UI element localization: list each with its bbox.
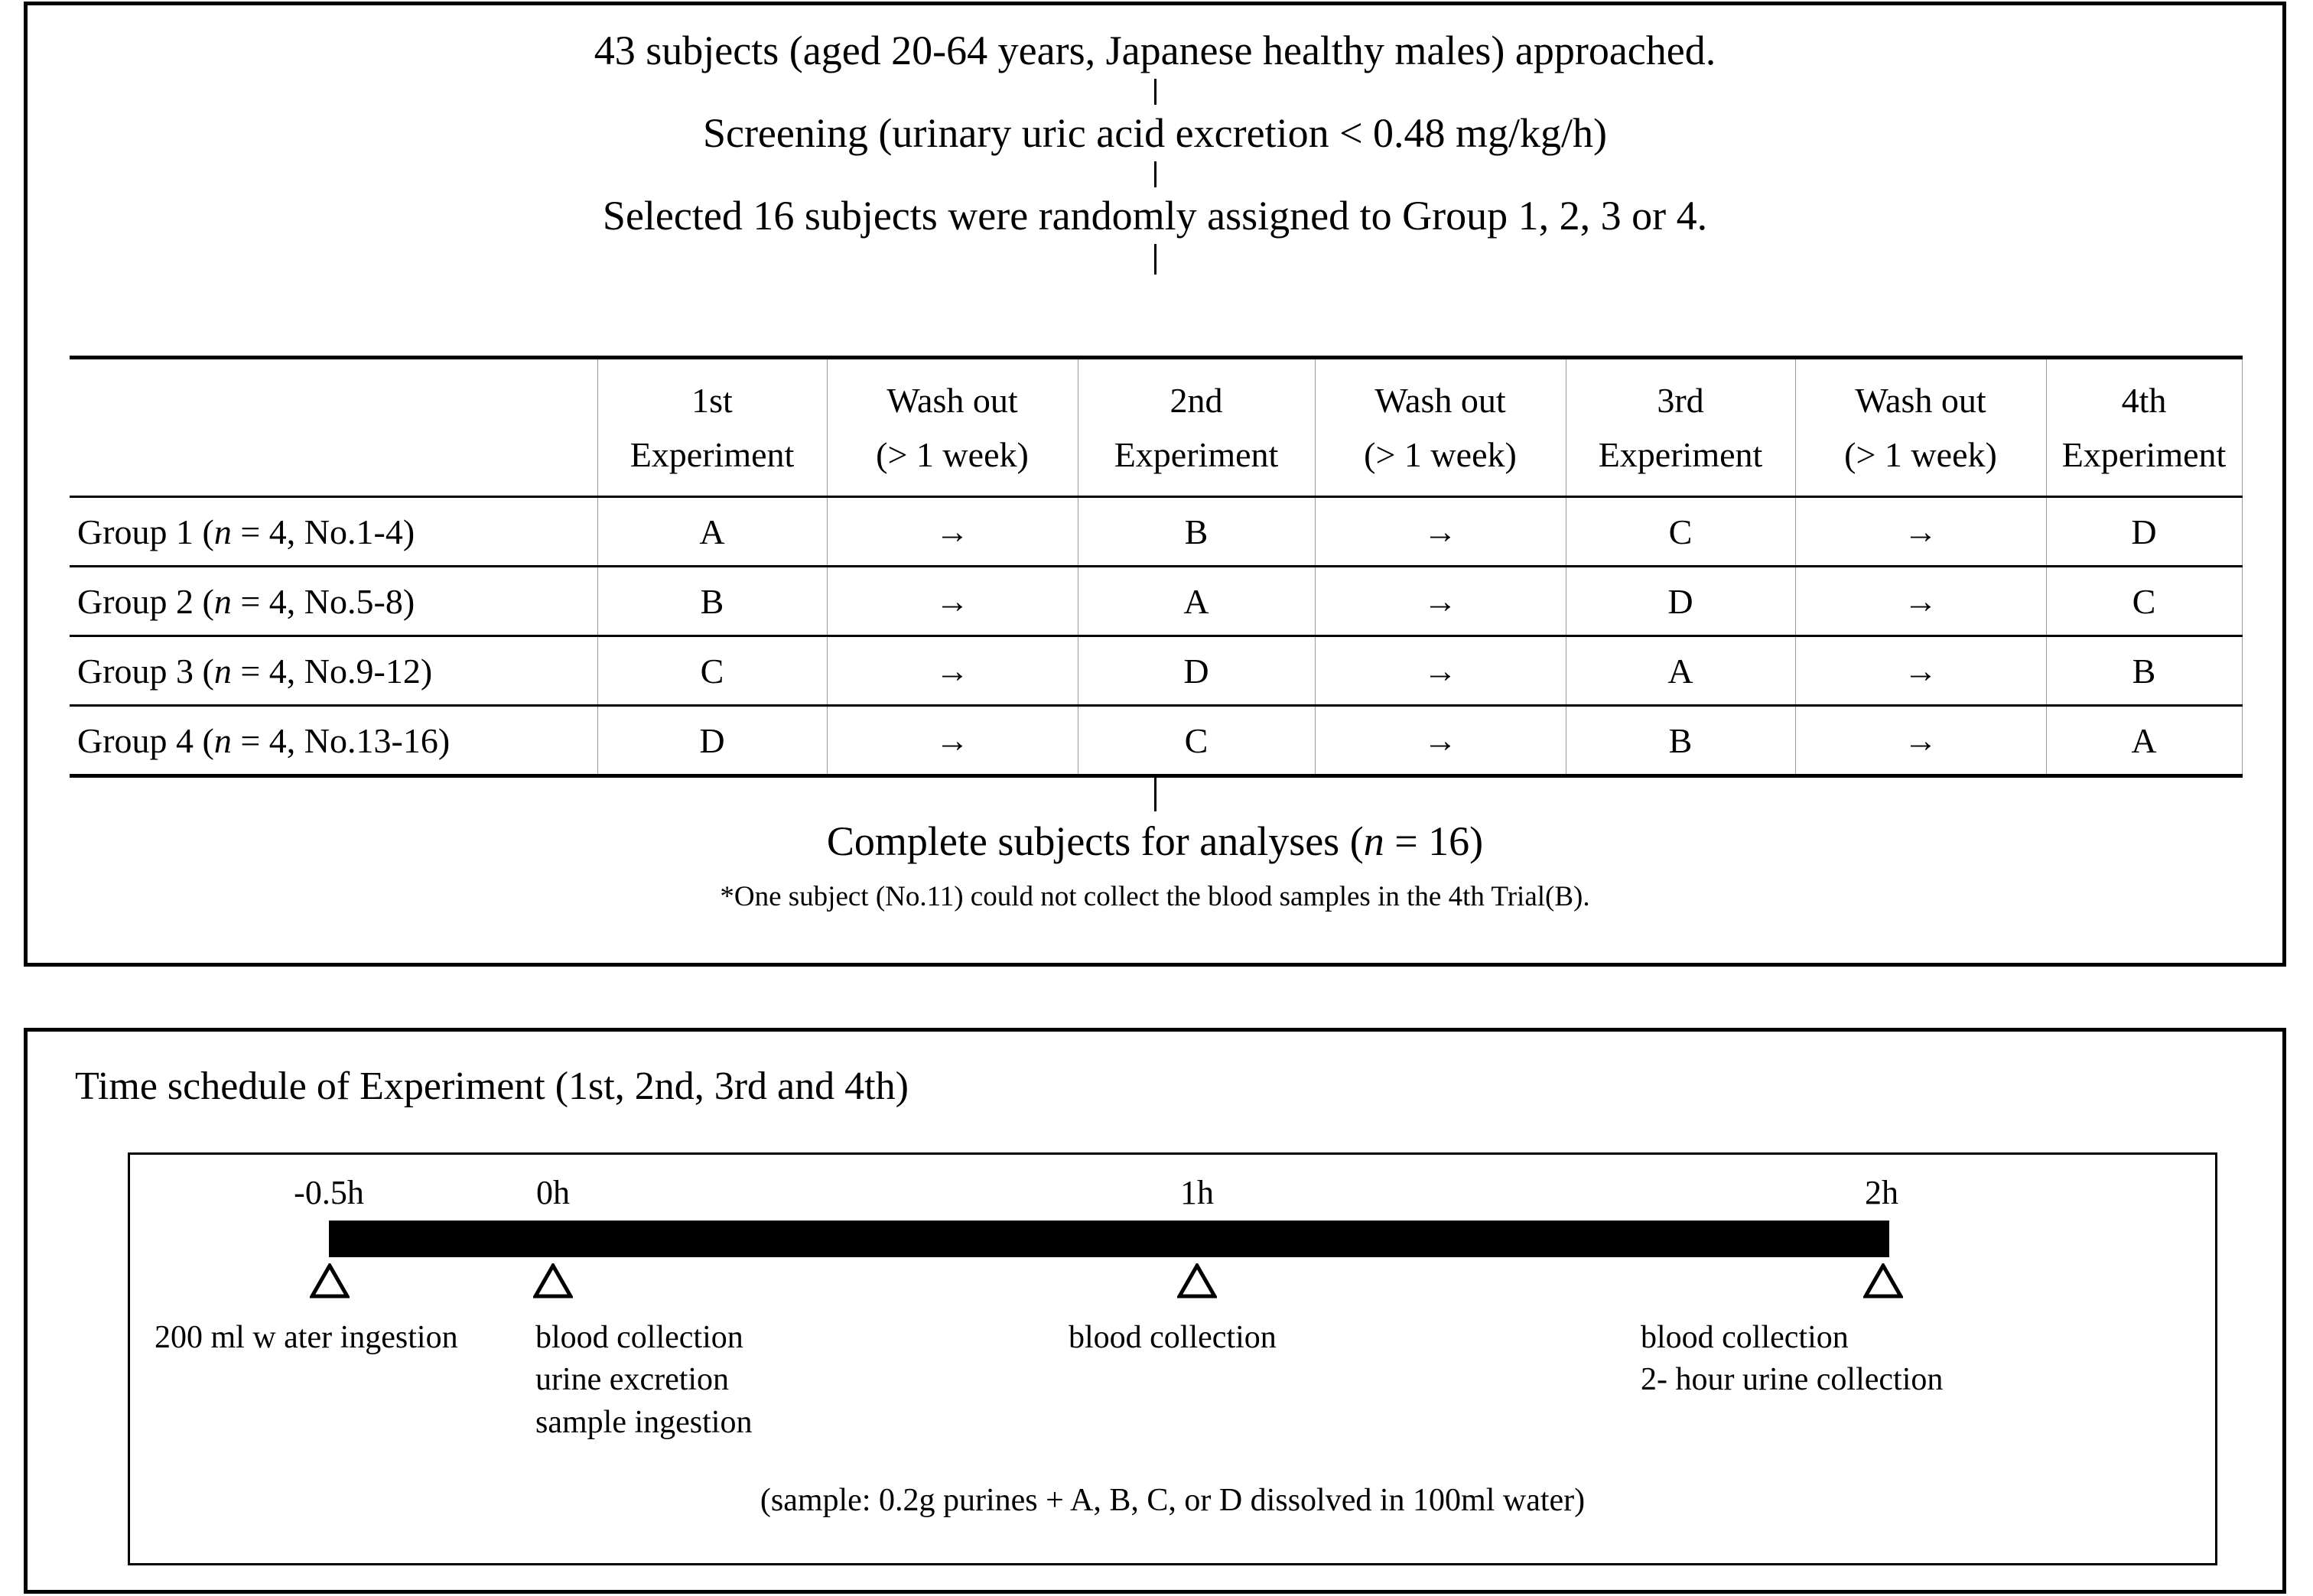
complete-prefix: Complete subjects for analyses ( [826, 818, 1364, 864]
schedule-title: Time schedule of Experiment (1st, 2nd, 3rd and 4th) [75, 1065, 909, 1108]
triangle-marker-icon [310, 1263, 350, 1299]
header-line1: Wash out [1855, 380, 1986, 420]
table-header-1st-experiment [597, 358, 827, 497]
group-label-suffix: = 4, No.13-16) [231, 720, 451, 760]
group-label-n: n [213, 720, 232, 760]
flow-line-complete [28, 818, 2282, 864]
group-label-4 [70, 706, 597, 776]
group-label-prefix: Group 4 ( [77, 720, 214, 760]
group-label-n: n [213, 581, 232, 621]
cell-g1-washout1: → [827, 497, 1078, 567]
group-label-1 [70, 497, 597, 567]
triangle-marker-icon [1863, 1263, 1903, 1299]
table-row [70, 636, 2242, 706]
event-label-2h-blood-urine [1641, 1317, 1943, 1402]
cell-g2-exp4: C [2046, 567, 2242, 636]
table-row [70, 706, 2242, 776]
table-header-4th-experiment [2046, 358, 2242, 497]
cell-g3-washout3: → [1795, 636, 2046, 706]
event-line: blood collection [1641, 1320, 1849, 1355]
group-label-n: n [213, 651, 232, 691]
group-label-prefix: Group 1 ( [77, 512, 214, 551]
study-flow-panel [24, 2, 2286, 967]
header-line1: 4th [2121, 380, 2167, 420]
group-label-prefix: Group 2 ( [77, 581, 214, 621]
group-label-prefix: Group 3 ( [77, 651, 214, 691]
cell-g1-exp1: A [597, 497, 827, 567]
group-label-2 [70, 567, 597, 636]
event-line: 2- hour urine collection [1641, 1362, 1944, 1398]
flow-line-assignment: Selected 16 subjects were randomly assigned to Group 1, 2, 3 or 4. [602, 193, 1708, 239]
header-line1: 3rd [1657, 380, 1704, 420]
event-line: blood collection [535, 1320, 743, 1355]
cell-g2-washout1: → [827, 567, 1078, 636]
table-header-corner [70, 358, 597, 497]
cell-g4-exp1: D [597, 706, 827, 776]
header-line1: Wash out [886, 380, 1018, 420]
table-header-row [70, 358, 2242, 497]
cell-g2-washout2: → [1315, 567, 1566, 636]
cell-g4-washout1: → [827, 706, 1078, 776]
header-line1: 1st [691, 380, 733, 420]
cell-g4-washout2: → [1315, 706, 1566, 776]
tick-label-minus-half-hour: -0.5h [294, 1174, 364, 1211]
cell-g4-washout3: → [1795, 706, 2046, 776]
table-row [70, 497, 2242, 567]
header-line2: (> 1 week) [1844, 435, 1997, 474]
cell-g2-washout3: → [1795, 567, 2046, 636]
cell-g3-washout2: → [1315, 636, 1566, 706]
table-header-washout-2 [1315, 358, 1566, 497]
group-label-suffix: = 4, No.5-8) [231, 581, 415, 621]
cell-g3-exp3: A [1566, 636, 1795, 706]
cell-g1-exp4: D [2046, 497, 2242, 567]
complete-suffix: = 16) [1384, 818, 1484, 864]
event-line: sample ingestion [535, 1404, 753, 1440]
timeline-bar [329, 1221, 1889, 1257]
sample-composition-note: (sample: 0.2g purines + A, B, C, or D dissolved in 100ml water) [760, 1483, 1586, 1518]
flow-bottom-block [28, 776, 2282, 913]
group-label-suffix: = 4, No.1-4) [231, 512, 415, 551]
flow-footnote: *One subject (No.11) could not collect the blood samples in the 4th Trial(B). [720, 881, 1590, 912]
header-line2: (> 1 week) [876, 435, 1029, 474]
event-line: blood collection [1069, 1320, 1277, 1355]
crossover-table-wrap [70, 356, 2242, 778]
crossover-table [70, 356, 2243, 778]
flow-line-screening: Screening (urinary uric acid excretion < 0.48 mg/kg/h) [702, 110, 1608, 156]
header-line2: (> 1 week) [1364, 435, 1517, 474]
event-line: 200 ml w ater ingestion [155, 1320, 458, 1355]
header-line1: Wash out [1374, 380, 1506, 420]
cell-g4-exp4: A [2046, 706, 2242, 776]
cell-g3-exp4: B [2046, 636, 2242, 706]
table-header-washout-1 [827, 358, 1078, 497]
header-line2: Experiment [2061, 435, 2227, 474]
event-label-baseline [535, 1317, 752, 1444]
cell-g1-washout3: → [1795, 497, 2046, 567]
event-line: urine excretion [535, 1362, 730, 1398]
triangle-marker-icon [533, 1263, 573, 1299]
cell-g4-exp3: B [1566, 706, 1795, 776]
cell-g2-exp2: A [1078, 567, 1315, 636]
table-row [70, 567, 2242, 636]
flow-top-block [28, 30, 2282, 275]
cell-g1-exp3: C [1566, 497, 1795, 567]
group-label-n: n [213, 512, 232, 551]
event-label-1h-blood [1069, 1317, 1277, 1359]
group-label-suffix: = 4, No.9-12) [231, 651, 433, 691]
cell-g2-exp3: D [1566, 567, 1795, 636]
table-header-3rd-experiment [1566, 358, 1795, 497]
flow-connector-4 [1154, 776, 1156, 811]
cell-g3-washout1: → [827, 636, 1078, 706]
table-header-2nd-experiment [1078, 358, 1315, 497]
triangle-marker-icon [1177, 1263, 1217, 1299]
header-line1: 2nd [1170, 380, 1223, 420]
timeline-box [128, 1152, 2217, 1565]
tick-label-1h: 1h [1180, 1174, 1214, 1211]
cell-g4-exp2: C [1078, 706, 1315, 776]
cell-g1-washout2: → [1315, 497, 1566, 567]
cell-g1-exp2: B [1078, 497, 1315, 567]
event-label-water-ingestion [155, 1317, 458, 1359]
flow-line-approached: 43 subjects (aged 20-64 years, Japanese healthy males) approached. [594, 28, 1716, 73]
tick-label-0h: 0h [536, 1174, 570, 1211]
table-header-washout-3 [1795, 358, 2046, 497]
flow-connector-2 [1154, 161, 1156, 187]
flow-connector-3 [1154, 244, 1156, 275]
header-line2: Experiment [1598, 435, 1763, 474]
cell-g2-exp1: B [597, 567, 827, 636]
cell-g3-exp1: C [597, 636, 827, 706]
header-line2: Experiment [1114, 435, 1279, 474]
cell-g3-exp2: D [1078, 636, 1315, 706]
flow-connector-1 [1154, 79, 1156, 105]
time-schedule-panel [24, 1028, 2286, 1594]
complete-n: n [1363, 818, 1384, 864]
timeline-inner [130, 1155, 2215, 1563]
tick-label-2h: 2h [1865, 1174, 1898, 1211]
group-label-3 [70, 636, 597, 706]
header-line2: Experiment [629, 435, 795, 474]
